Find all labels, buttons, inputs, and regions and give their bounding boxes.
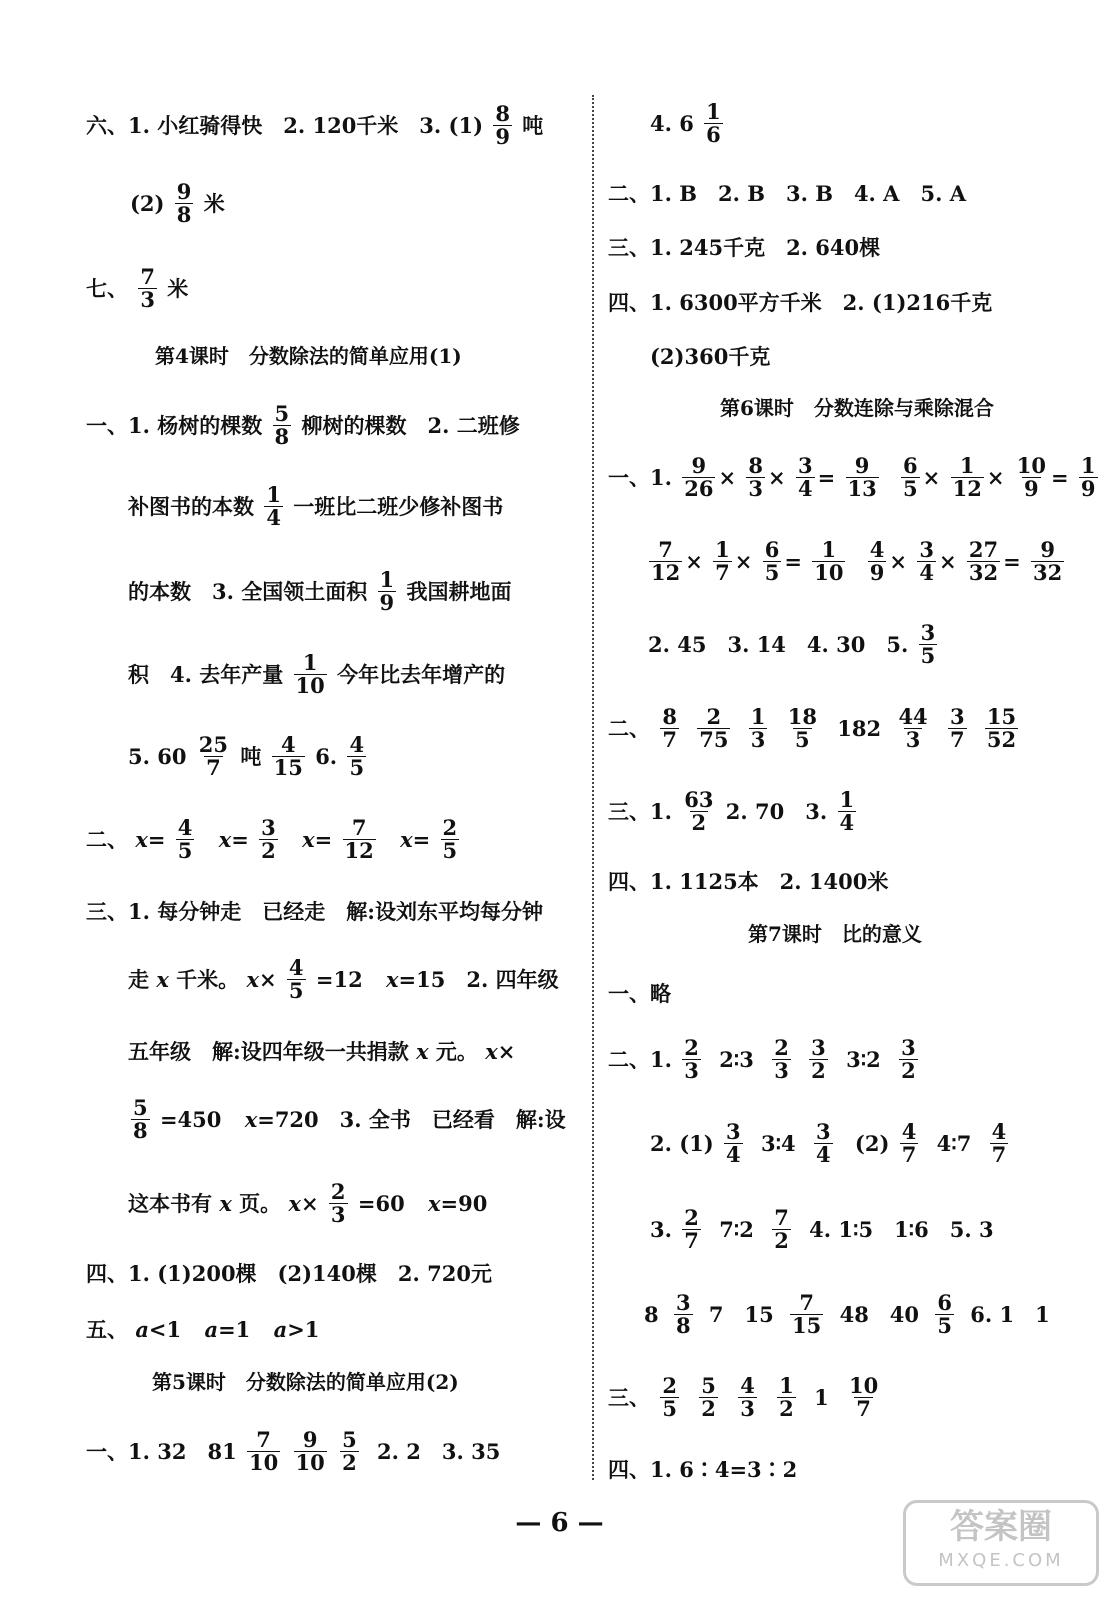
- answer-line: 这本书有 x 页。 x× $\frac{2}{3}$ =60 x=90: [128, 1178, 488, 1227]
- column-divider: [592, 95, 594, 1480]
- fraction: $\frac{25}{7}$: [198, 731, 229, 780]
- fraction: $\frac{9}{32}$: [1033, 536, 1063, 585]
- fraction: $\frac{1}{4}$: [839, 786, 855, 835]
- fraction: $\frac{7}{10}$: [249, 1426, 279, 1475]
- fraction: $\frac{5}{2}$: [342, 1426, 357, 1475]
- fraction: $\frac{15}{52}$: [986, 703, 1017, 752]
- fraction: $\frac{3}{2}$: [811, 1034, 826, 1083]
- answer-line: 2. (1) $\frac{3}{4}$ 3∶4 $\frac{3}{4}$ (2) $\frac{4}{7}$ 4∶7 $\frac{4}{7}$: [650, 1118, 1007, 1167]
- answer-line: 四、1. 6300平方千米 2. (1)216千克: [608, 289, 993, 315]
- fraction: $\frac{4}{5}$: [177, 814, 193, 863]
- fraction: $\frac{9}{13}$: [847, 452, 877, 501]
- fraction: $\frac{7}{12}$: [651, 536, 681, 585]
- fraction: $\frac{1}{10}$: [295, 649, 325, 698]
- answer-line: 8 $\frac{3}{8}$ 7 15 $\frac{7}{15}$ 48 40 $\frac{6}{5}$ 6. 1 1: [644, 1289, 1050, 1338]
- answer-line: 二、1. B 2. B 3. B 4. A 5. A: [608, 180, 967, 206]
- fraction: $\frac{1}{12}$: [952, 452, 982, 501]
- fraction: $\frac{3}{2}$: [901, 1034, 916, 1083]
- answer-line: 三、1. $\frac{63}{2}$ 2. 70 3. $\frac{1}{4}$: [608, 786, 855, 835]
- fraction: $\frac{44}{3}$: [898, 703, 928, 752]
- fraction: $\frac{4}{9}$: [869, 536, 885, 585]
- fraction: $\frac{2}{5}$: [442, 814, 458, 863]
- fraction: $\frac{7}{2}$: [774, 1204, 789, 1253]
- lesson-heading: 第5课时 分数除法的简单应用(2): [152, 1370, 459, 1394]
- fraction: $\frac{1}{7}$: [715, 536, 730, 585]
- fraction: $\frac{3}{4}$: [815, 1118, 831, 1167]
- fraction: $\frac{8}{9}$: [495, 100, 510, 149]
- fraction: $\frac{1}{9}$: [1080, 452, 1096, 501]
- fraction: $\frac{3}{4}$: [797, 452, 813, 501]
- fraction: $\frac{3}{8}$: [675, 1289, 691, 1338]
- answer-line: 2. 45 3. 14 4. 30 5. $\frac{3}{5}$: [648, 619, 936, 668]
- answer-line: 一、1. 32 81 $\frac{7}{10}$ $\frac{9}{10}$ $\frac{5}{2}$ 2. 2 3. 35: [86, 1426, 501, 1475]
- answer-line: 四、1. 1125本 2. 1400米: [608, 868, 889, 894]
- fraction: $\frac{2}{75}$: [699, 703, 729, 752]
- fraction: $\frac{1}{2}$: [779, 1372, 794, 1421]
- answer-line: 走 x 千米。 x× $\frac{4}{5}$ =12 x=15 2. 四年级: [128, 954, 559, 1003]
- answer-line: $\frac{7}{12}$ × $\frac{1}{7}$ × $\frac{6}{5}$ = $\frac{1}{10}$ $\frac{4}{9}$ × $\frac{3}{4}$ × $\frac{27}{32}$ = $\frac{9}{32}$: [651, 536, 1063, 585]
- answer-line: 的本数 3. 全国领土面积 $\frac{1}{9}$ 我国耕地面: [128, 566, 512, 615]
- fraction: $\frac{2}{7}$: [684, 1204, 699, 1253]
- lesson-heading: 第4课时 分数除法的简单应用(1): [155, 344, 462, 368]
- fraction: $\frac{5}{2}$: [701, 1372, 716, 1421]
- answer-line: 五、 a<1 a=1 a>1: [86, 1316, 320, 1342]
- fraction: $\frac{9}{10}$: [295, 1426, 325, 1475]
- fraction: $\frac{2}{3}$: [774, 1034, 789, 1083]
- fraction: $\frac{4}{7}$: [991, 1118, 1007, 1167]
- fraction: $\frac{3}{7}$: [949, 703, 965, 752]
- fraction: $\frac{1}{3}$: [750, 703, 766, 752]
- fraction: $\frac{1}{10}$: [814, 536, 844, 585]
- answer-line: 二、 x= $\frac{4}{5}$ x= $\frac{3}{2}$ x= $\frac{7}{12}$ x= $\frac{2}{5}$: [86, 814, 458, 863]
- fraction: $\frac{6}{5}$: [903, 452, 918, 501]
- fraction: $\frac{7}{12}$: [344, 814, 374, 863]
- answer-line: 一、1. 杨树的棵数 $\frac{5}{8}$ 柳树的棵数 2. 二班修: [86, 400, 520, 449]
- fraction: $\frac{5}{8}$: [274, 400, 290, 449]
- answer-line: 六、1. 小红骑得快 2. 120千米 3. (1) $\frac{8}{9}$ 吨: [86, 100, 544, 149]
- answer-line: 五年级 解:设四年级一共捐款 x 元。 x×: [128, 1038, 516, 1064]
- answer-line: 一、1. $\frac{9}{26}$ × $\frac{8}{3}$ × $\frac{3}{4}$ = $\frac{9}{13}$ $\frac{6}{5}$ × $\frac{1}{12}$ × $\frac{10}{9}$ = $\frac{1}{9}$: [608, 452, 1096, 501]
- fraction: $\frac{1}{9}$: [379, 566, 395, 615]
- fraction: $\frac{2}{5}$: [662, 1372, 677, 1421]
- fraction: $\frac{9}{8}$: [176, 178, 192, 227]
- answer-line: (2)360千克: [650, 343, 771, 369]
- fraction: $\frac{63}{2}$: [684, 786, 714, 835]
- fraction: $\frac{4}{7}$: [901, 1118, 917, 1167]
- answer-line: 三、 $\frac{2}{5}$ $\frac{5}{2}$ $\frac{4}{3}$ $\frac{1}{2}$ 1 $\frac{10}{7}$: [608, 1372, 879, 1421]
- answer-line: 3. $\frac{2}{7}$ 7∶2 $\frac{7}{2}$ 4. 1∶5 1∶6 5. 3: [650, 1204, 994, 1253]
- fraction: $\frac{4}{5}$: [349, 731, 365, 780]
- answer-line: 积 4. 去年产量 $\frac{1}{10}$ 今年比去年增产的: [128, 649, 506, 698]
- fraction: $\frac{9}{26}$: [684, 452, 714, 501]
- answer-line: 5. 60 $\frac{25}{7}$ 吨 $\frac{4}{15}$ 6. $\frac{4}{5}$: [128, 731, 365, 780]
- fraction: $\frac{8}{3}$: [748, 452, 764, 501]
- fraction: $\frac{10}{9}$: [1016, 452, 1046, 501]
- fraction: $\frac{6}{5}$: [937, 1289, 952, 1338]
- fraction: $\frac{3}{4}$: [726, 1118, 741, 1167]
- fraction: $\frac{7}{3}$: [140, 263, 155, 312]
- answer-line: 4. 6 $\frac{1}{6}$: [650, 98, 721, 147]
- fraction: $\frac{4}{15}$: [273, 731, 303, 780]
- answer-line: 二、 $\frac{8}{7}$ $\frac{2}{75}$ $\frac{1}{3}$ $\frac{18}{5}$ 182 $\frac{44}{3}$ $\frac{3}{7}$ $\frac{15}{52}$: [608, 703, 1017, 752]
- answer-line: 四、1. 6∶4=3∶2: [608, 1456, 798, 1482]
- lesson-heading: 第7课时 比的意义: [748, 922, 922, 946]
- answer-line: 三、1. 245千克 2. 640棵: [608, 234, 881, 260]
- fraction: $\frac{3}{5}$: [920, 619, 936, 668]
- fraction: $\frac{18}{5}$: [787, 703, 817, 752]
- fraction: $\frac{3}{2}$: [261, 814, 276, 863]
- answer-line: 三、1. 每分钟走 已经走 解:设刘东平均每分钟: [86, 898, 543, 924]
- fraction: $\frac{1}{6}$: [706, 98, 721, 147]
- fraction: $\frac{2}{3}$: [330, 1178, 346, 1227]
- fraction: $\frac{10}{7}$: [849, 1372, 879, 1421]
- fraction: $\frac{2}{3}$: [684, 1034, 699, 1083]
- fraction: $\frac{27}{32}$: [968, 536, 999, 585]
- fraction: $\frac{5}{8}$: [133, 1094, 148, 1143]
- fraction: $\frac{7}{15}$: [792, 1289, 822, 1338]
- fraction: $\frac{4}{5}$: [288, 954, 304, 1003]
- lesson-heading: 第6课时 分数连除与乘除混合: [720, 396, 994, 420]
- watermark-logo: 答案圈 MXQE.COM: [903, 1500, 1099, 1586]
- fraction: $\frac{4}{3}$: [740, 1372, 755, 1421]
- answer-line: 二、1. $\frac{2}{3}$ 2∶3 $\frac{2}{3}$ $\frac{3}{2}$ 3∶2 $\frac{3}{2}$: [608, 1034, 916, 1083]
- fraction: $\frac{8}{7}$: [662, 703, 677, 752]
- answer-line: 七、 $\frac{7}{3}$ 米: [86, 263, 189, 312]
- answer-line: 一、略: [608, 980, 671, 1006]
- answer-line: $\frac{5}{8}$ =450 x=720 3. 全书 已经看 解:设: [133, 1094, 566, 1143]
- answer-line: 补图书的本数 $\frac{1}{4}$ 一班比二班少修补图书: [128, 481, 504, 530]
- fraction: $\frac{6}{5}$: [764, 536, 780, 585]
- fraction: $\frac{3}{4}$: [919, 536, 934, 585]
- fraction: $\frac{1}{4}$: [266, 481, 281, 530]
- answer-line: 四、1. (1)200棵 (2)140棵 2. 720元: [86, 1260, 492, 1286]
- answer-line: (2) $\frac{9}{8}$ 米: [130, 178, 225, 227]
- page-number: — 6 —: [515, 1508, 604, 1538]
